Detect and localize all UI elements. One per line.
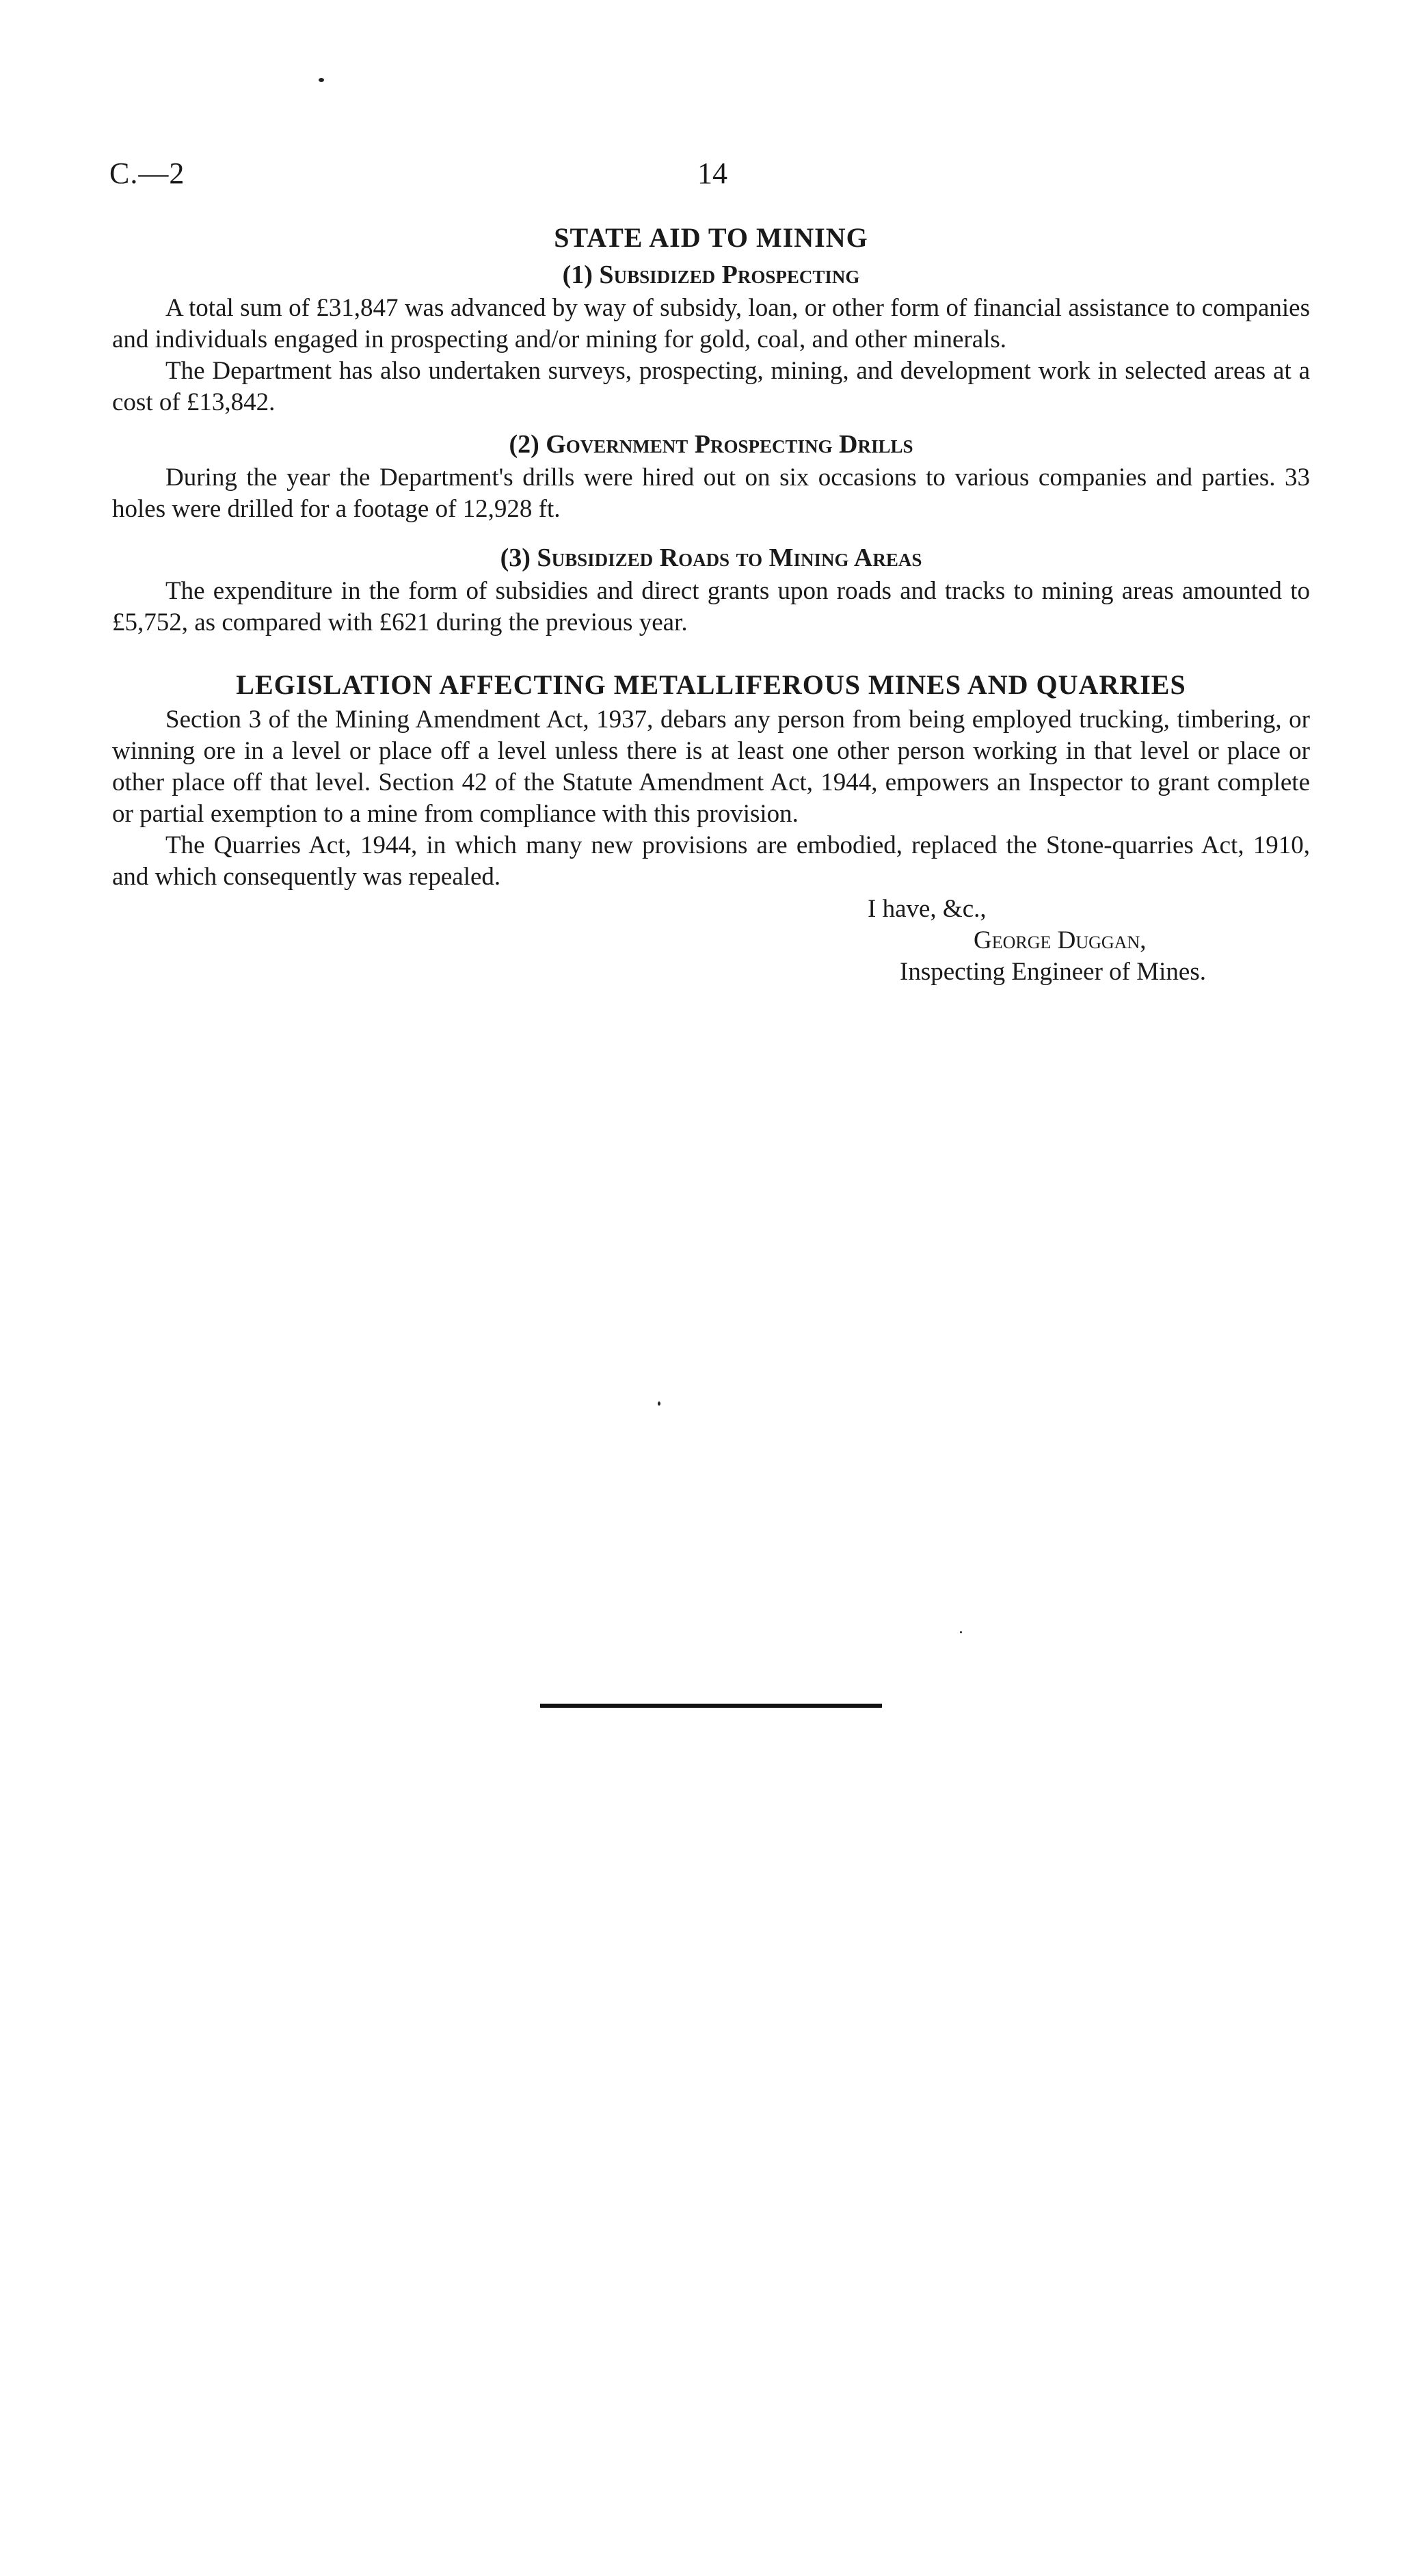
signature-block [112,894,1310,997]
paragraph: A total sum of £31,847 was advanced by way of subsidy, loan, or other form of financial assistance to companies and individuals engaged in prospecting and/or mining for gold, coal, and other minerals. [112,294,1310,353]
page-number: 14 [697,157,727,190]
signature-title: Inspecting Engineer of Mines. [900,958,1206,986]
paragraph: The expenditure in the form of subsidies and direct grants upon roads and tracks to mining areas amounted to £5,752, as compared with £621 during the previous year. [112,577,1310,636]
scan-speck [960,1631,962,1633]
subsidized-roads-heading: (3) Subsidized Roads to Mining Areas [500,544,922,572]
subsidized-prospecting-heading: (1) Subsidized Prospecting [562,260,860,289]
paragraph: Section 3 of the Mining Amendment Act, 1937, debars any person from being employed trucking, timbering, or winning ore in a level or place off a level unless there is at least one other person working in that level or place or other place off that level. Section 42 of the Statute Amendment Act, 1944, empowers an Inspector to grant complete or partial exemption to a mine from compliance with this provision. [112,706,1310,828]
signature-closing: I have, &c., [868,895,987,923]
page-body [112,219,1310,997]
state-aid-heading: STATE AID TO MINING [554,222,868,253]
end-rule [540,1704,882,1708]
legislation-heading: LEGISLATION AFFECTING METALLIFEROUS MINES AND QUARRIES [236,669,1186,700]
document-reference: C.—2 [109,157,185,190]
paragraph: During the year the Department's drills were hired out on six occasions to various companies and parties. 33 holes were drilled for a footage of 12,928 ft. [112,464,1310,523]
scan-speck [658,1401,660,1406]
scan-speck [319,78,324,82]
signature-name: George Duggan, [974,926,1147,954]
prospecting-drills-heading: (2) Government Prospecting Drills [509,430,913,459]
paragraph: The Department has also undertaken surveys, prospecting, mining, and development work in selected areas at a cost of £13,842. [112,357,1310,416]
paragraph: The Quarries Act, 1944, in which many new provisions are embodied, replaced the Stone-quarries Act, 1910, and which consequently was repealed. [112,831,1310,891]
